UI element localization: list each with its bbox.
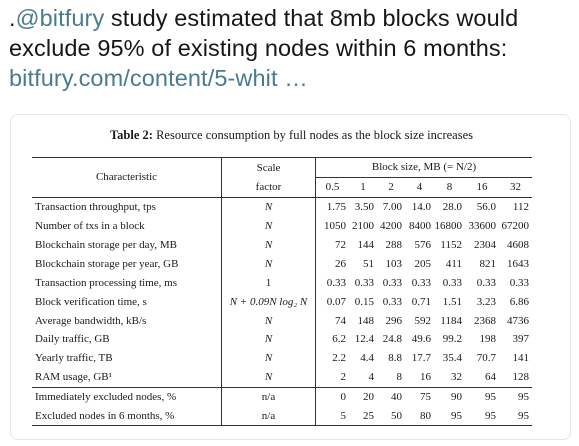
resource-table (32, 157, 532, 426)
header-size-4: 8 (446, 181, 453, 194)
row-value: 2.2 (316, 349, 350, 368)
row-value: 32 (451, 371, 462, 384)
row-value: 1050 (316, 217, 350, 236)
row-value: 8 (396, 371, 402, 384)
mention-link[interactable]: @bitfury (15, 5, 105, 31)
row-value: 51 (363, 257, 374, 270)
row-value: 3.50 (349, 197, 377, 216)
tweet-body: study estimated that 8mb blocks would exclude 95% of existing nodes within 6 months: (9, 5, 519, 61)
row-value: 70.7 (476, 352, 496, 365)
row-value: 4608 (507, 239, 529, 251)
row-value: 4736 (507, 314, 529, 327)
row-value: 0.33 (509, 276, 529, 289)
row-value: 4 (368, 371, 374, 384)
row-value: 1.75 (316, 197, 350, 216)
row-value: 8400 (409, 220, 431, 233)
row-value: 28.0 (434, 197, 465, 216)
header-size-5: 16 (476, 181, 488, 194)
row-characteristic: Transaction throughput, tps (32, 197, 222, 216)
row-value: 0.33 (382, 295, 402, 308)
table-row (32, 236, 532, 255)
row-value: 198 (479, 333, 496, 346)
row-value: 0 (316, 387, 350, 406)
row-value: 8.8 (388, 352, 402, 365)
row-characteristic: Excluded nodes in 6 months, % (32, 407, 222, 426)
row-value: 35.4 (442, 352, 462, 365)
table-body (32, 197, 532, 426)
row-scale-factor: N + 0.09N log₂ N (222, 292, 316, 311)
table-row (32, 330, 532, 349)
row-value: 592 (414, 314, 431, 327)
row-value: 0.33 (476, 276, 496, 289)
row-scale-factor: N (222, 236, 316, 255)
header-blocksize: Block size, MB (= N/2) (316, 158, 533, 178)
content-link[interactable]: bitfury.com/content/5-whit … (9, 65, 308, 91)
row-value: 64 (485, 371, 496, 384)
header-size-2: 2 (388, 181, 394, 194)
row-value: 1643 (507, 257, 529, 270)
row-value: 80 (405, 407, 434, 426)
row-scale-factor: N (222, 330, 316, 349)
row-value: 12.4 (354, 333, 374, 346)
row-value: 4200 (380, 220, 402, 233)
row-scale-factor: n/a (222, 407, 316, 426)
row-value: 397 (512, 333, 529, 346)
row-value: 95 (499, 407, 532, 426)
row-value: 0.33 (442, 276, 462, 289)
row-characteristic: Blockchain storage per year, GB (35, 257, 179, 270)
row-value: 16800 (434, 220, 462, 233)
row-scale-factor: N (222, 368, 316, 387)
row-value: 0.33 (411, 276, 431, 289)
row-value: 128 (512, 371, 529, 384)
row-value: 25 (349, 407, 377, 426)
row-value: 0.33 (354, 276, 374, 289)
row-value: 2304 (474, 239, 496, 251)
row-value: 2 (316, 368, 350, 387)
row-characteristic: Daily traffic, GB (35, 333, 110, 346)
header-scale-line1: Scale (222, 158, 316, 178)
row-value: 288 (385, 239, 402, 251)
table-row (32, 387, 532, 406)
row-value: 0.15 (354, 295, 374, 308)
header-size-6: 32 (510, 181, 521, 194)
header-characteristic: Characteristic (32, 158, 222, 198)
row-scale-factor: n/a (222, 387, 316, 406)
row-value: 0.33 (316, 273, 350, 292)
row-value: 296 (385, 314, 402, 327)
row-scale-factor: N (222, 311, 316, 330)
row-value: 141 (512, 352, 529, 365)
row-value: 0.33 (382, 276, 402, 289)
table-row (32, 311, 532, 330)
row-value: 40 (377, 387, 405, 406)
row-value: 74 (316, 311, 350, 330)
row-value: 144 (357, 239, 374, 251)
table-row (32, 254, 532, 273)
header-scale-line2: factor (222, 177, 316, 197)
row-value: 72 (316, 236, 350, 255)
row-value: 33600 (468, 220, 496, 233)
row-characteristic: Average bandwidth, kB/s (35, 314, 147, 327)
row-value: 5 (316, 407, 350, 426)
header-size-0: 0.5 (316, 177, 350, 197)
header-size-1: 1 (360, 181, 366, 194)
row-characteristic: Blockchain storage per day, MB (35, 239, 177, 251)
row-value: 4.4 (360, 352, 374, 365)
row-value: 411 (445, 257, 462, 270)
row-value: 95 (465, 387, 499, 406)
table-caption (11, 128, 571, 143)
row-scale-factor: N (222, 217, 316, 236)
row-characteristic: Transaction processing time, ms (35, 276, 177, 289)
table-row (32, 368, 532, 387)
row-value: 7.00 (377, 197, 405, 216)
row-value: 17.7 (411, 352, 431, 365)
row-value: 16 (420, 371, 431, 384)
table-row (32, 273, 532, 292)
row-value: 26 (316, 254, 350, 273)
row-value: 75 (405, 387, 434, 406)
table-row (32, 349, 532, 368)
row-characteristic: Yearly traffic, TB (35, 352, 113, 365)
row-value: 67200 (501, 220, 529, 233)
row-value: 148 (357, 314, 374, 327)
row-value: 1152 (440, 239, 462, 251)
row-value: 14.0 (405, 197, 434, 216)
caption-text: Resource consumption by full nodes as the block size increases (152, 128, 473, 142)
caption-label: Table 2: (109, 128, 153, 142)
row-value: 95 (434, 407, 465, 426)
row-value: 103 (385, 257, 402, 270)
row-value: 0.07 (316, 292, 350, 311)
row-value: 56.0 (465, 197, 499, 216)
tweet-prefix: . (9, 5, 16, 31)
row-value: 0.71 (411, 295, 431, 308)
table-row (32, 407, 532, 426)
table-header-row-1 (32, 158, 532, 178)
row-scale-factor: N (222, 349, 316, 368)
image-card[interactable] (10, 114, 571, 440)
row-value: 24.8 (382, 333, 402, 346)
row-scale-factor: 1 (222, 273, 316, 292)
table-row (32, 292, 532, 311)
row-value: 99.2 (442, 333, 462, 346)
row-value: 576 (414, 239, 431, 251)
row-value: 112 (499, 197, 532, 216)
row-value: 2368 (474, 314, 496, 327)
row-value: 20 (349, 387, 377, 406)
row-characteristic: Number of txs in a block (35, 220, 145, 233)
row-value: 90 (434, 387, 465, 406)
row-value: 1184 (440, 314, 462, 327)
header-size-3: 4 (416, 181, 423, 194)
row-characteristic: RAM usage, GB¹ (35, 371, 112, 384)
row-value: 95 (465, 407, 499, 426)
row-scale-factor: N (222, 254, 316, 273)
row-characteristic: Immediately excluded nodes, % (32, 387, 222, 406)
tweet-text (9, 3, 574, 93)
row-value: 49.6 (411, 333, 431, 346)
row-value: 821 (479, 257, 496, 270)
row-value: 6.86 (509, 295, 529, 308)
row-value: 50 (377, 407, 405, 426)
row-value: 205 (414, 257, 431, 270)
row-value: 95 (499, 387, 532, 406)
row-value: 1.51 (442, 295, 462, 308)
row-value: 2100 (352, 220, 374, 233)
row-value: 3.23 (476, 295, 496, 308)
table-row (32, 197, 532, 216)
table-row (32, 217, 532, 236)
row-value: 6.2 (316, 330, 350, 349)
row-scale-factor: N (222, 197, 316, 216)
row-characteristic: Block verification time, s (35, 295, 147, 308)
